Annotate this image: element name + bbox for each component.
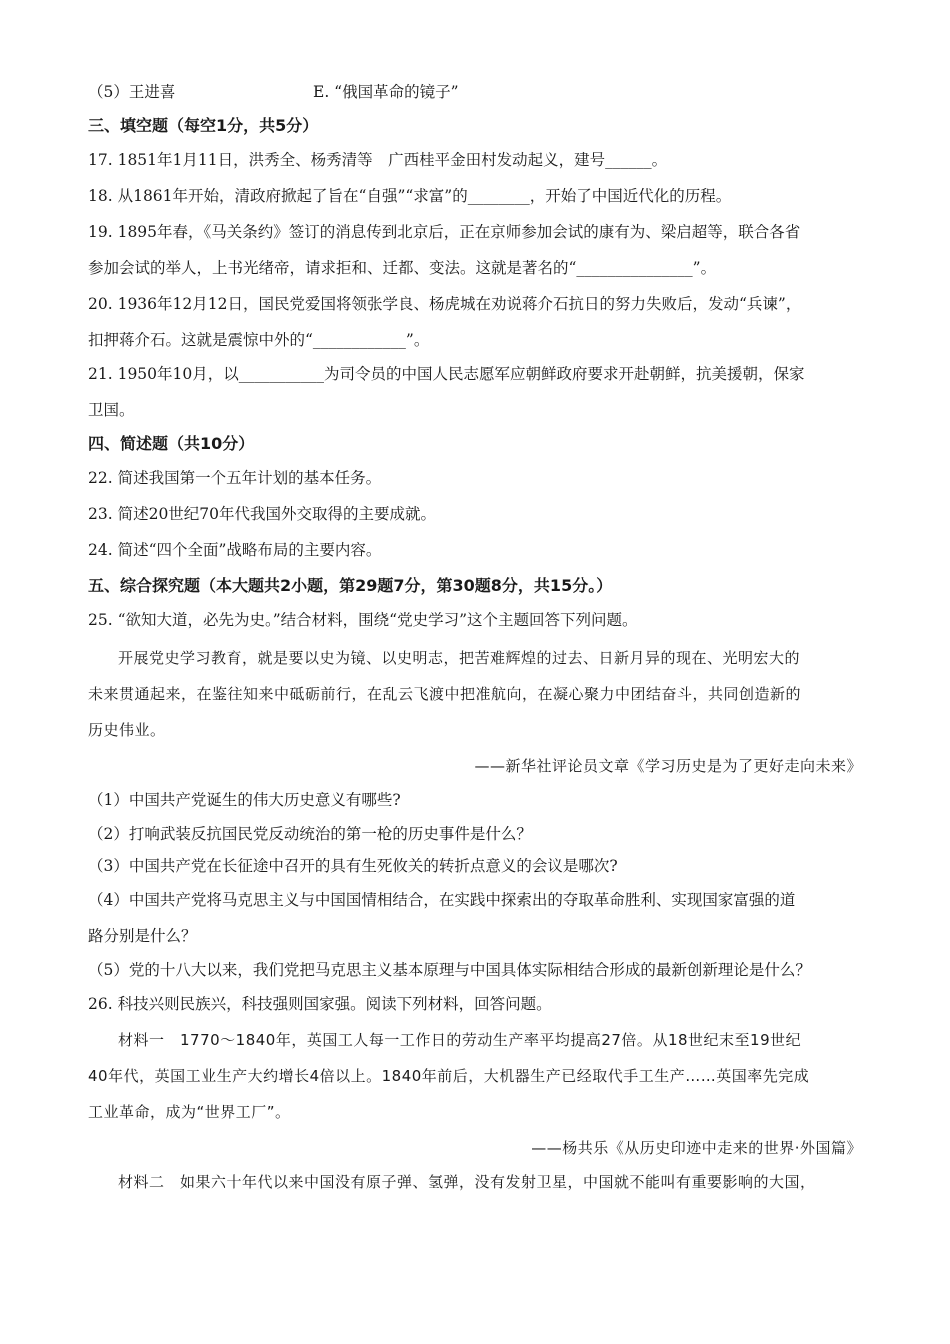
question-25-3: （3）中国共产党在长征途中召开的具有生死攸关的转折点意义的会议是哪次? bbox=[88, 857, 618, 875]
material-25-source: ——新华社评论员文章《学习历史是为了更好走向未来》 bbox=[474, 757, 862, 775]
section-heading-4: 四、简述题（共10分） bbox=[88, 434, 255, 453]
material-26-1-line-2: 40年代，英国工业生产大约增长4倍以上。1840年前后，大机器生产已经取代手工生产……英国率先完成 bbox=[88, 1067, 810, 1085]
match-item-5: （5）王进喜 bbox=[88, 83, 176, 101]
question-26: 26. 科技兴则民族兴，科技强则国家强。阅读下列材料，回答问题。 bbox=[88, 995, 552, 1013]
match-option-e: E. “俄国革命的镜子” bbox=[313, 83, 459, 101]
section-heading-5: 五、综合探究题（本大题共2小题，第29题7分，第30题8分，共15分。） bbox=[88, 576, 613, 595]
question-24: 24. 简述“四个全面”战略布局的主要内容。 bbox=[88, 541, 382, 559]
question-20-line-1: 20. 1936年12月12日，国民党爱国将领张学良、杨虎城在劝说蒋介石抗日的努力失败后，发动“兵谏”， bbox=[88, 295, 802, 313]
question-25-1: （1）中国共产党诞生的伟大历史意义有哪些? bbox=[88, 791, 401, 809]
question-21-line-1: 21. 1950年10月，以___________为司令员的中国人民志愿军应朝鲜政府要求开赴朝鲜，抗美援朝，保家 bbox=[88, 365, 805, 383]
section-heading-3: 三、填空题（每空1分，共5分） bbox=[88, 116, 319, 135]
question-23: 23. 简述20世纪70年代我国外交取得的主要成就。 bbox=[88, 505, 437, 523]
question-25: 25. “欲知大道，必先为史。”结合材料，围绕“党史学习”这个主题回答下列问题。 bbox=[88, 611, 638, 629]
question-19-line-1: 19. 1895年春，《马关条约》签订的消息传到北京后，正在京师参加会试的康有为、梁启超等，联合各省 bbox=[88, 223, 801, 241]
question-21-line-2: 卫国。 bbox=[88, 401, 135, 419]
question-25-4-line-1: （4）中国共产党将马克思主义与中国国情相结合，在实践中探索出的夺取革命胜利、实现国家富强的道 bbox=[88, 891, 796, 909]
question-25-2: （2）打响武装反抗国民党反动统治的第一枪的历史事件是什么？ bbox=[88, 825, 532, 843]
material-26-1-source: ——杨共乐《从历史印迹中走来的世界·外国篇》 bbox=[531, 1139, 862, 1157]
question-20-line-2: 扣押蒋介石。这就是震惊中外的“____________”。 bbox=[88, 331, 430, 349]
material-26-1-line-1: 材料一 1770～1840年，英国工人每一工作日的劳动生产率平均提高27倍。从18世纪末至19世纪 bbox=[118, 1031, 802, 1049]
question-19-line-2: 参加会试的举人，上书光绪帝，请求拒和、迁都、变法。这就是著名的“_______________”。 bbox=[88, 259, 717, 277]
material-26-1-line-3: 工业革命，成为“世界工厂”。 bbox=[88, 1103, 291, 1121]
question-22: 22. 简述我国第一个五年计划的基本任务。 bbox=[88, 469, 382, 487]
question-25-5: （5）党的十八大以来，我们党把马克思主义基本原理与中国具体实际相结合形成的最新创新理论是什么？ bbox=[88, 961, 811, 979]
material-25-line-1: 开展党史学习教育，就是要以史为镜、以史明志，把苦难辉煌的过去、日新月异的现在、光明宏大的 bbox=[118, 649, 801, 667]
question-17: 17. 1851年1月11日，洪秀全、杨秀清等 广西桂平金田村发动起义，建号______。 bbox=[88, 151, 668, 169]
material-25-line-3: 历史伟业。 bbox=[88, 721, 166, 739]
material-25-line-2: 未来贯通起来，在鉴往知来中砥砺前行，在乱云飞渡中把准航向，在凝心聚力中团结奋斗，共同创造新的 bbox=[88, 685, 802, 703]
question-18: 18. 从1861年开始，清政府掀起了旨在“自强”“求富”的________，开始了中国近代化的历程。 bbox=[88, 187, 732, 205]
question-25-4-line-2: 路分别是什么？ bbox=[88, 927, 197, 945]
material-26-2-line-1: 材料二 如果六十年代以来中国没有原子弹、氢弹，没有发射卫星，中国就不能叫有重要影响的大国， bbox=[118, 1173, 816, 1191]
